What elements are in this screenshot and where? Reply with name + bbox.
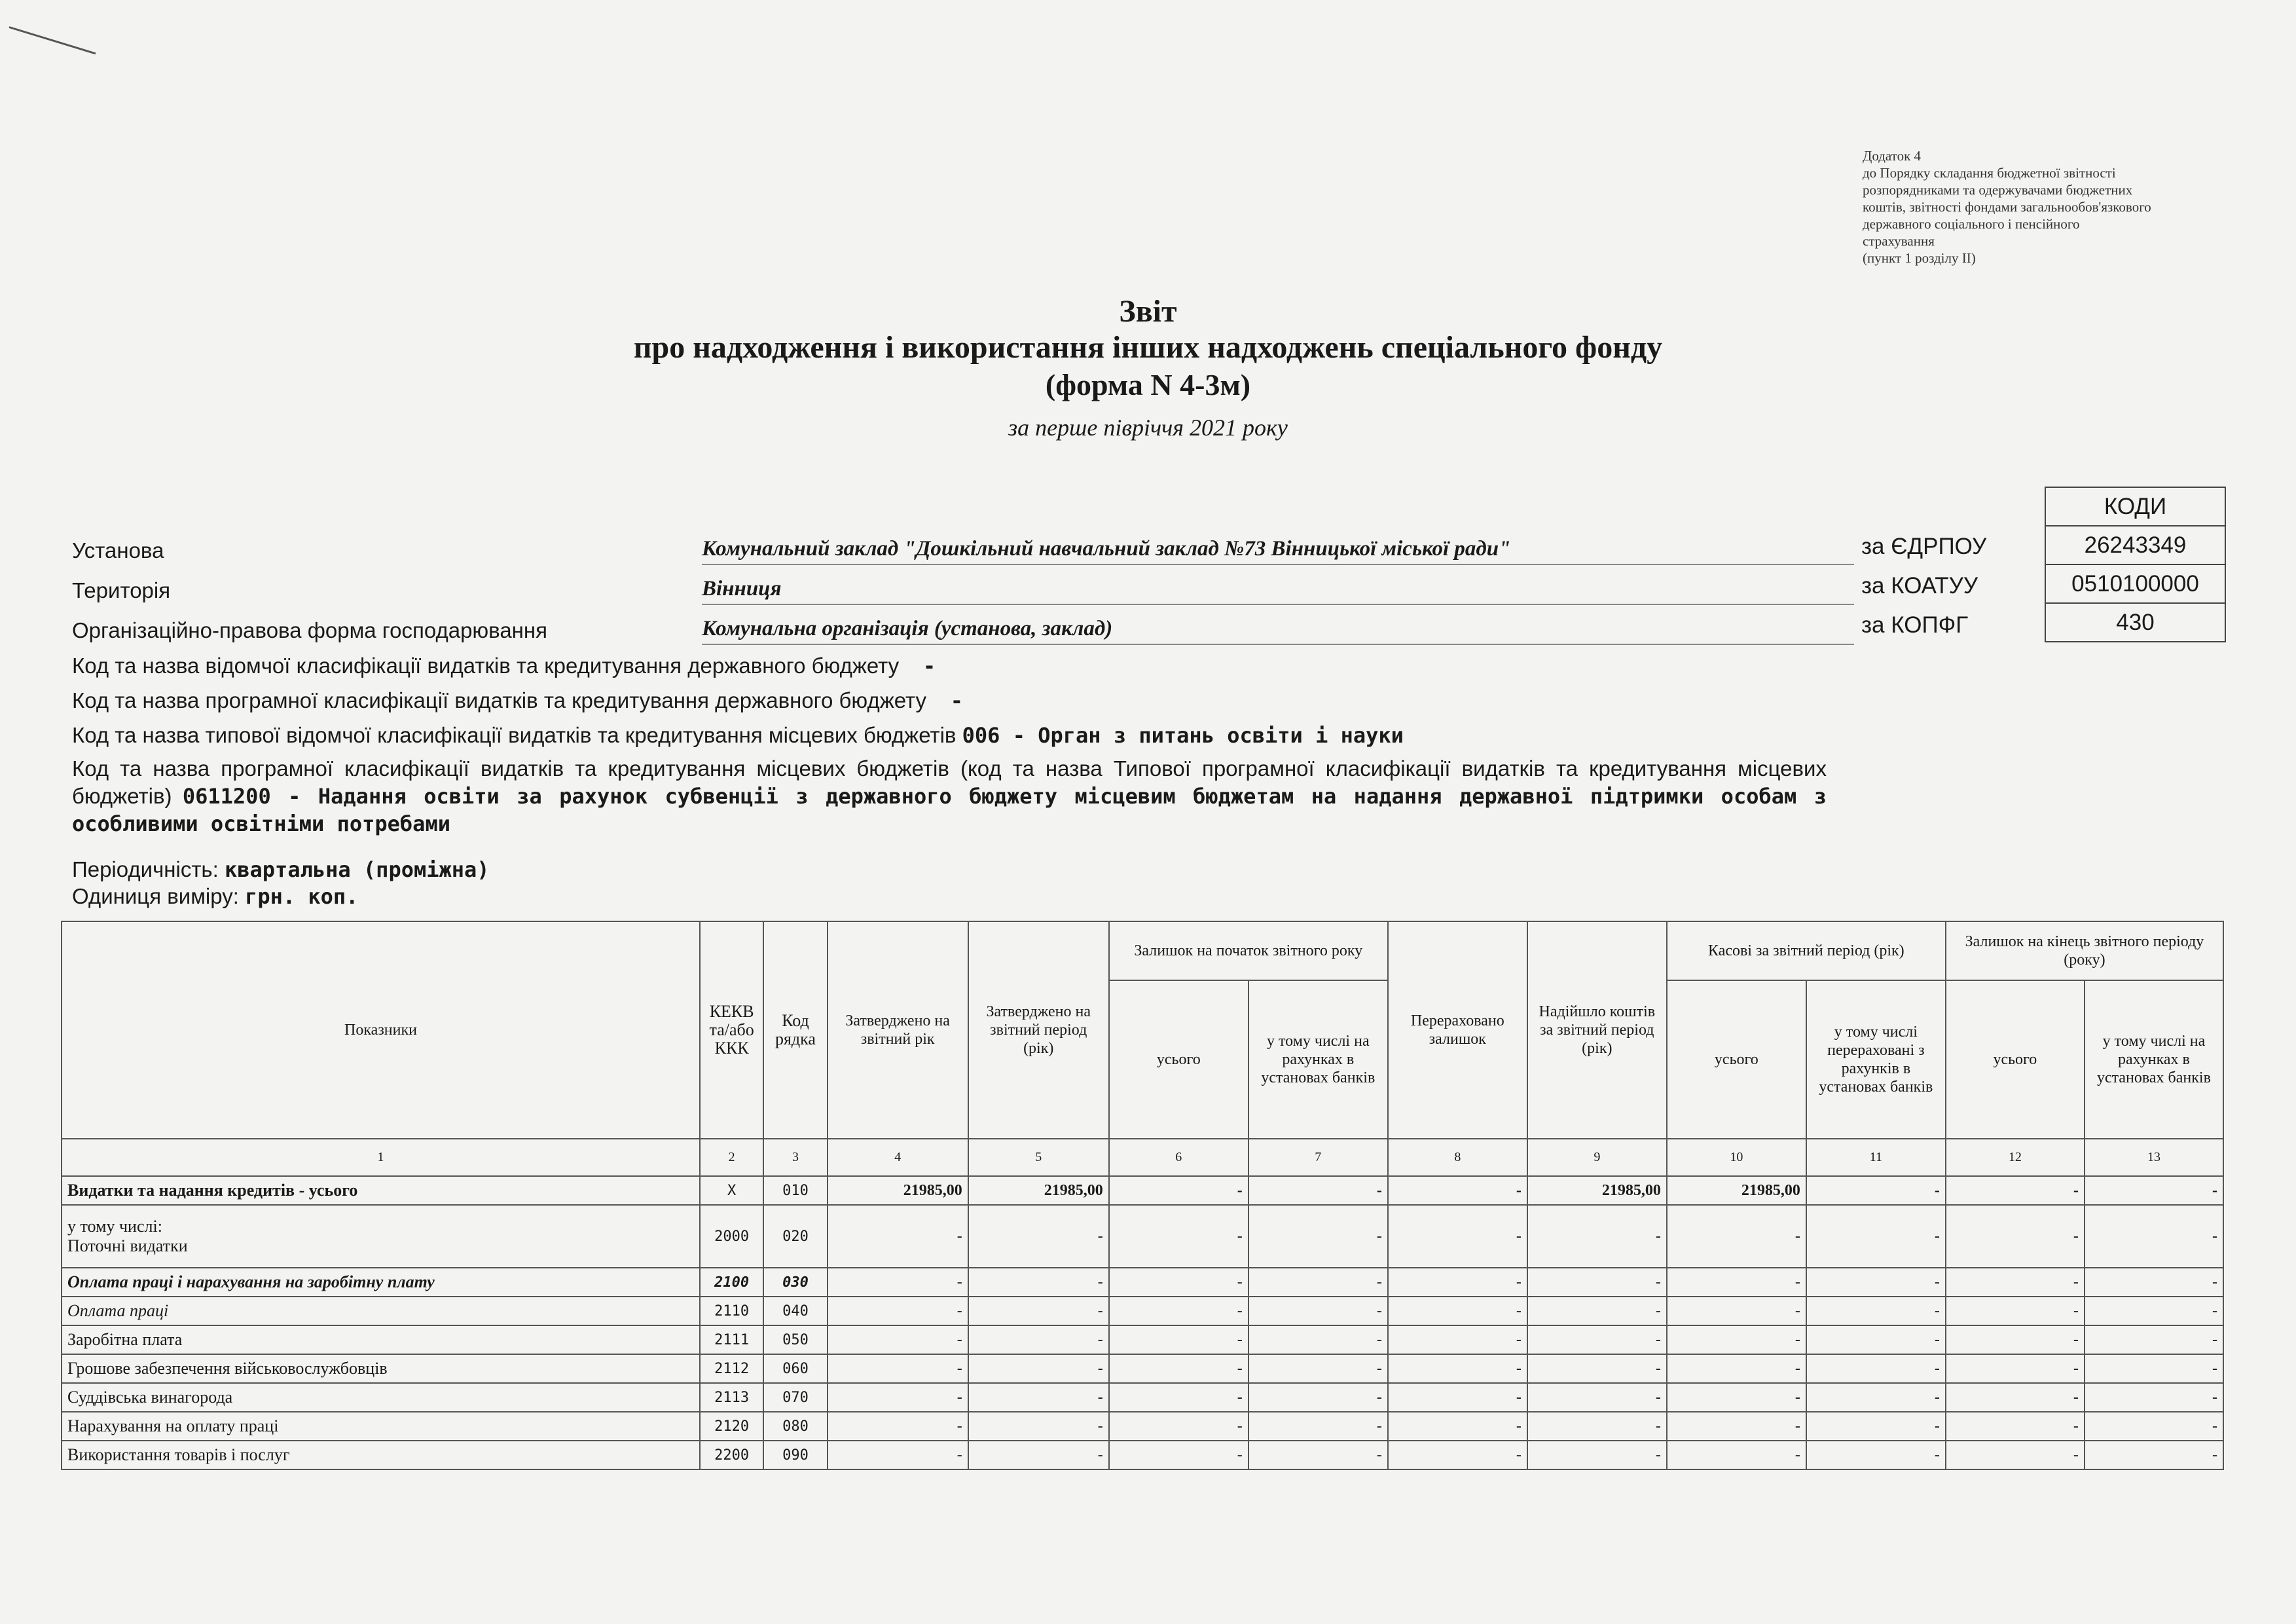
row-value: -	[1527, 1268, 1667, 1297]
table-row	[62, 1268, 2223, 1297]
row-value: -	[1527, 1205, 1667, 1268]
institution-label: Установа	[72, 538, 164, 563]
row-value: -	[1806, 1441, 1946, 1469]
codes-head: КОДИ	[2045, 487, 2225, 526]
org-form-label: Організаційно-правова форма господарювання	[72, 618, 547, 642]
territory-label: Територія	[72, 578, 171, 602]
table-row	[62, 1441, 2223, 1469]
row-value: -	[968, 1383, 1109, 1412]
classif-value: 0611200 - Надання освіти за рахунок субвенції з державного бюджету місцевим бюджетам на надання державної підтримки особам з особливими освітніми потребами	[72, 784, 1827, 836]
table-row	[62, 1297, 2223, 1325]
classif-label: Код та назва програмної класифікації видатків та кредитування державного бюджету	[72, 688, 927, 712]
row-value: -	[1248, 1205, 1388, 1268]
row-value: -	[2085, 1297, 2223, 1325]
table-row	[62, 1205, 2223, 1268]
row-value: -	[1667, 1354, 1806, 1383]
row-value: -	[1946, 1412, 2085, 1441]
classif-value: -	[922, 654, 936, 678]
kopfg-code: 430	[2045, 603, 2225, 642]
row-value: -	[1946, 1441, 2085, 1469]
report-table	[61, 921, 2224, 1470]
row-value: -	[828, 1412, 968, 1441]
row-value: -	[1109, 1441, 1248, 1469]
row-value: -	[1109, 1176, 1248, 1205]
row-value: -	[1388, 1441, 1527, 1469]
row-value: 21985,00	[1667, 1176, 1806, 1205]
th-balance-end: Залишок на кінець звітного періоду (року)	[1946, 921, 2223, 980]
classif-label: Код та назва програмної класифікації видатків та кредитування місцевих бюджетів (код та назва Типової програмної класифікації видатків та кредитування місцевих бюджетів)	[72, 756, 1827, 808]
org-form-value: Комунальна організація (установа, заклад)	[702, 617, 1854, 645]
row-value: -	[1109, 1325, 1248, 1354]
row-value: -	[1248, 1383, 1388, 1412]
row-code: 030	[763, 1268, 827, 1297]
row-value: -	[1388, 1176, 1527, 1205]
row-value: -	[1388, 1412, 1527, 1441]
row-value: -	[1946, 1268, 2085, 1297]
row-value: -	[1946, 1325, 2085, 1354]
classif-label: Код та назва відомчої класифікації видатків та кредитування державного бюджету	[72, 654, 900, 678]
unit	[72, 883, 1827, 910]
table-row	[62, 1176, 2223, 1205]
col-number: 3	[763, 1139, 827, 1176]
row-value: -	[2085, 1176, 2223, 1205]
row-code: 020	[763, 1205, 827, 1268]
col-number: 2	[700, 1139, 763, 1176]
row-value: -	[968, 1205, 1109, 1268]
row-indicator: Заробітна плата	[62, 1325, 700, 1354]
appendix-line: державного соціального і пенсійного	[1863, 216, 2080, 232]
koatuu-label: за КОАТУУ	[1861, 573, 1978, 599]
row-value: -	[2085, 1412, 2223, 1441]
row-value: -	[1806, 1176, 1946, 1205]
row-indicator: Видатки та надання кредитів - усього	[62, 1176, 700, 1205]
row-value: -	[1109, 1297, 1248, 1325]
row-value: -	[1388, 1354, 1527, 1383]
row-value: -	[1946, 1297, 2085, 1325]
th-cash-total: усього	[1667, 980, 1806, 1139]
row-indicator: Оплата праці	[62, 1297, 700, 1325]
row-code: 080	[763, 1412, 827, 1441]
th-approved-period: Затверджено на звітний період (рік)	[968, 921, 1109, 1139]
row-code: 040	[763, 1297, 827, 1325]
report-title: Звіт	[1119, 294, 1177, 329]
row-value: -	[1109, 1268, 1248, 1297]
row-value: -	[1248, 1441, 1388, 1469]
appendix-line: до Порядку складання бюджетної звітності	[1863, 165, 2116, 181]
th-balance-start-total: усього	[1109, 980, 1248, 1139]
row-code: 070	[763, 1383, 827, 1412]
th-indicators: Показники	[62, 921, 700, 1139]
row-value: 21985,00	[968, 1176, 1109, 1205]
classif-label: Код та назва типової відомчої класифікації видатків та кредитування місцевих бюджетів	[72, 723, 957, 747]
row-value: -	[828, 1205, 968, 1268]
th-balance-start: Залишок на початок звітного року	[1109, 921, 1388, 980]
row-code: 050	[763, 1325, 827, 1354]
periodicity	[72, 856, 1827, 883]
row-indicator	[62, 1205, 700, 1268]
row-value: -	[1527, 1297, 1667, 1325]
row-value: -	[1806, 1297, 1946, 1325]
row-code: 090	[763, 1441, 827, 1469]
row-kekv: Х	[700, 1176, 763, 1205]
row-kekv: 2120	[700, 1412, 763, 1441]
row-value: -	[1667, 1268, 1806, 1297]
row-value: -	[828, 1268, 968, 1297]
row-value: -	[968, 1441, 1109, 1469]
col-number: 4	[828, 1139, 968, 1176]
territory-value: Вінниця	[702, 577, 1854, 605]
edrpou-code: 26243349	[2045, 526, 2225, 564]
row-value: -	[1667, 1325, 1806, 1354]
classif-value: -	[950, 688, 963, 713]
row-value: -	[2085, 1354, 2223, 1383]
appendix-line: коштів, звітності фондами загальнообов'язкового	[1863, 199, 2151, 215]
row-value: -	[1248, 1325, 1388, 1354]
row-indicator: Оплата праці і нарахування на заробітну плату	[62, 1268, 700, 1297]
row-value: -	[2085, 1325, 2223, 1354]
classif-line-4	[72, 755, 1827, 838]
row-kekv: 2000	[700, 1205, 763, 1268]
report-subtitle: про надходження і використання інших надходжень спеціального фонду	[633, 330, 1663, 365]
edrpou-label: за ЄДРПОУ	[1861, 534, 1987, 559]
row-value: -	[1527, 1441, 1667, 1469]
row-value: -	[1667, 1441, 1806, 1469]
row-value: 21985,00	[1527, 1176, 1667, 1205]
periodicity-value: квартальна (проміжна)	[224, 857, 490, 882]
th-cash: Касові за звітний період (рік)	[1667, 921, 1946, 980]
classif-line-2	[72, 687, 1827, 714]
row-indicator: Нарахування на оплату праці	[62, 1412, 700, 1441]
row-value: -	[1527, 1412, 1667, 1441]
pen-mark	[9, 26, 96, 54]
col-number: 9	[1527, 1139, 1667, 1176]
row-value: -	[828, 1297, 968, 1325]
row-value: -	[1248, 1268, 1388, 1297]
th-kekv: КЕКВ та/або ККК	[700, 921, 763, 1139]
row-value: -	[1248, 1297, 1388, 1325]
kopfg-label: за КОПФГ	[1861, 612, 1969, 638]
row-value: -	[828, 1383, 968, 1412]
col-number: 5	[968, 1139, 1109, 1176]
th-end-total: усього	[1946, 980, 2085, 1139]
row-value: -	[1806, 1268, 1946, 1297]
table-row	[62, 1325, 2223, 1354]
row-value: -	[1527, 1383, 1667, 1412]
row-value: -	[1806, 1354, 1946, 1383]
appendix-line: (пункт 1 розділу ІІ)	[1863, 250, 1976, 266]
col-number: 11	[1806, 1139, 1946, 1176]
row-value: -	[1946, 1176, 2085, 1205]
unit-label: Одиниця виміру:	[72, 884, 239, 908]
report-period: за перше півріччя 2021 року	[1008, 415, 1288, 441]
row-value: -	[828, 1325, 968, 1354]
row-kekv: 2110	[700, 1297, 763, 1325]
table-row	[62, 1412, 2223, 1441]
row-value: -	[1806, 1205, 1946, 1268]
row-value: -	[1109, 1383, 1248, 1412]
row-value: -	[1527, 1354, 1667, 1383]
row-value: -	[1667, 1297, 1806, 1325]
th-end-banks: у тому числі на рахунках в установах банків	[2085, 980, 2223, 1139]
th-row-code: Код рядка	[763, 921, 827, 1139]
row-value: -	[968, 1325, 1109, 1354]
row-value: -	[1248, 1176, 1388, 1205]
appendix-line: страхування	[1863, 233, 1935, 249]
row-value: -	[1109, 1205, 1248, 1268]
row-value: -	[968, 1297, 1109, 1325]
row-value: -	[1109, 1354, 1248, 1383]
th-transferred: Перераховано залишок	[1388, 921, 1527, 1139]
row-value: -	[1946, 1354, 2085, 1383]
classif-value: 006 - Орган з питань освіти і науки	[962, 723, 1404, 748]
row-value: -	[1388, 1383, 1527, 1412]
row-value: -	[968, 1268, 1109, 1297]
row-value: -	[1667, 1412, 1806, 1441]
row-kekv: 2100	[700, 1268, 763, 1297]
th-approved-year: Затверджено на звітний рік	[828, 921, 968, 1139]
row-value: -	[1388, 1325, 1527, 1354]
row-value: -	[2085, 1441, 2223, 1469]
col-number: 6	[1109, 1139, 1248, 1176]
periodicity-label: Періодичність:	[72, 857, 219, 881]
row-value: -	[1388, 1297, 1527, 1325]
row-value: -	[1248, 1412, 1388, 1441]
th-received: Надійшло коштів за звітний період (рік)	[1527, 921, 1667, 1139]
row-kekv: 2112	[700, 1354, 763, 1383]
row-value: -	[1667, 1383, 1806, 1412]
th-balance-start-banks: у тому числі на рахунках в установах банків	[1248, 980, 1388, 1139]
row-value: -	[1388, 1205, 1527, 1268]
row-value: -	[2085, 1205, 2223, 1268]
row-indicator: Використання товарів і послуг	[62, 1441, 700, 1469]
col-number: 7	[1248, 1139, 1388, 1176]
row-kekv: 2113	[700, 1383, 763, 1412]
report-form-number: (форма N 4-3м)	[1045, 368, 1251, 401]
table-row	[62, 1383, 2223, 1412]
row-value: -	[1806, 1383, 1946, 1412]
row-value: 21985,00	[828, 1176, 968, 1205]
row-value: -	[1946, 1383, 2085, 1412]
row-value: -	[1527, 1325, 1667, 1354]
appendix-line: розпорядниками та одержувачами бюджетних	[1863, 182, 2133, 198]
col-number: 8	[1388, 1139, 1527, 1176]
col-number: 10	[1667, 1139, 1806, 1176]
codes-table	[2045, 487, 2226, 642]
row-value: -	[828, 1441, 968, 1469]
col-number: 12	[1946, 1139, 2085, 1176]
row-value: -	[968, 1354, 1109, 1383]
col-number: 1	[62, 1139, 700, 1176]
row-value: -	[1806, 1325, 1946, 1354]
row-value: -	[1667, 1205, 1806, 1268]
row-indicator: Грошове забезпечення військовослужбовців	[62, 1354, 700, 1383]
row-kekv: 2111	[700, 1325, 763, 1354]
col-number: 13	[2085, 1139, 2223, 1176]
unit-value: грн. коп.	[245, 884, 359, 909]
th-cash-transferred: у тому числі перераховані з рахунків в установах банків	[1806, 980, 1946, 1139]
row-code: 060	[763, 1354, 827, 1383]
classif-line-1	[72, 652, 1827, 680]
row-value: -	[828, 1354, 968, 1383]
row-code: 010	[763, 1176, 827, 1205]
appendix-line: Додаток 4	[1863, 148, 1922, 164]
row-value: -	[2085, 1268, 2223, 1297]
classif-line-3	[72, 722, 1827, 749]
row-kekv: 2200	[700, 1441, 763, 1469]
table-row	[62, 1354, 2223, 1383]
row-indicator: Суддівська винагорода	[62, 1383, 700, 1412]
row-indicator-line: у тому числі:	[67, 1217, 162, 1236]
row-value: -	[968, 1412, 1109, 1441]
appendix-note	[1863, 147, 2203, 267]
row-value: -	[1946, 1205, 2085, 1268]
row-indicator-line: Поточні видатки	[67, 1236, 188, 1255]
row-value: -	[2085, 1383, 2223, 1412]
row-value: -	[1109, 1412, 1248, 1441]
row-value: -	[1248, 1354, 1388, 1383]
institution-value: Комунальний заклад "Дошкільний навчальний заклад №73 Вінницької міської ради"	[702, 537, 1854, 565]
row-value: -	[1806, 1412, 1946, 1441]
row-value: -	[1388, 1268, 1527, 1297]
koatuu-code: 0510100000	[2045, 564, 2225, 603]
